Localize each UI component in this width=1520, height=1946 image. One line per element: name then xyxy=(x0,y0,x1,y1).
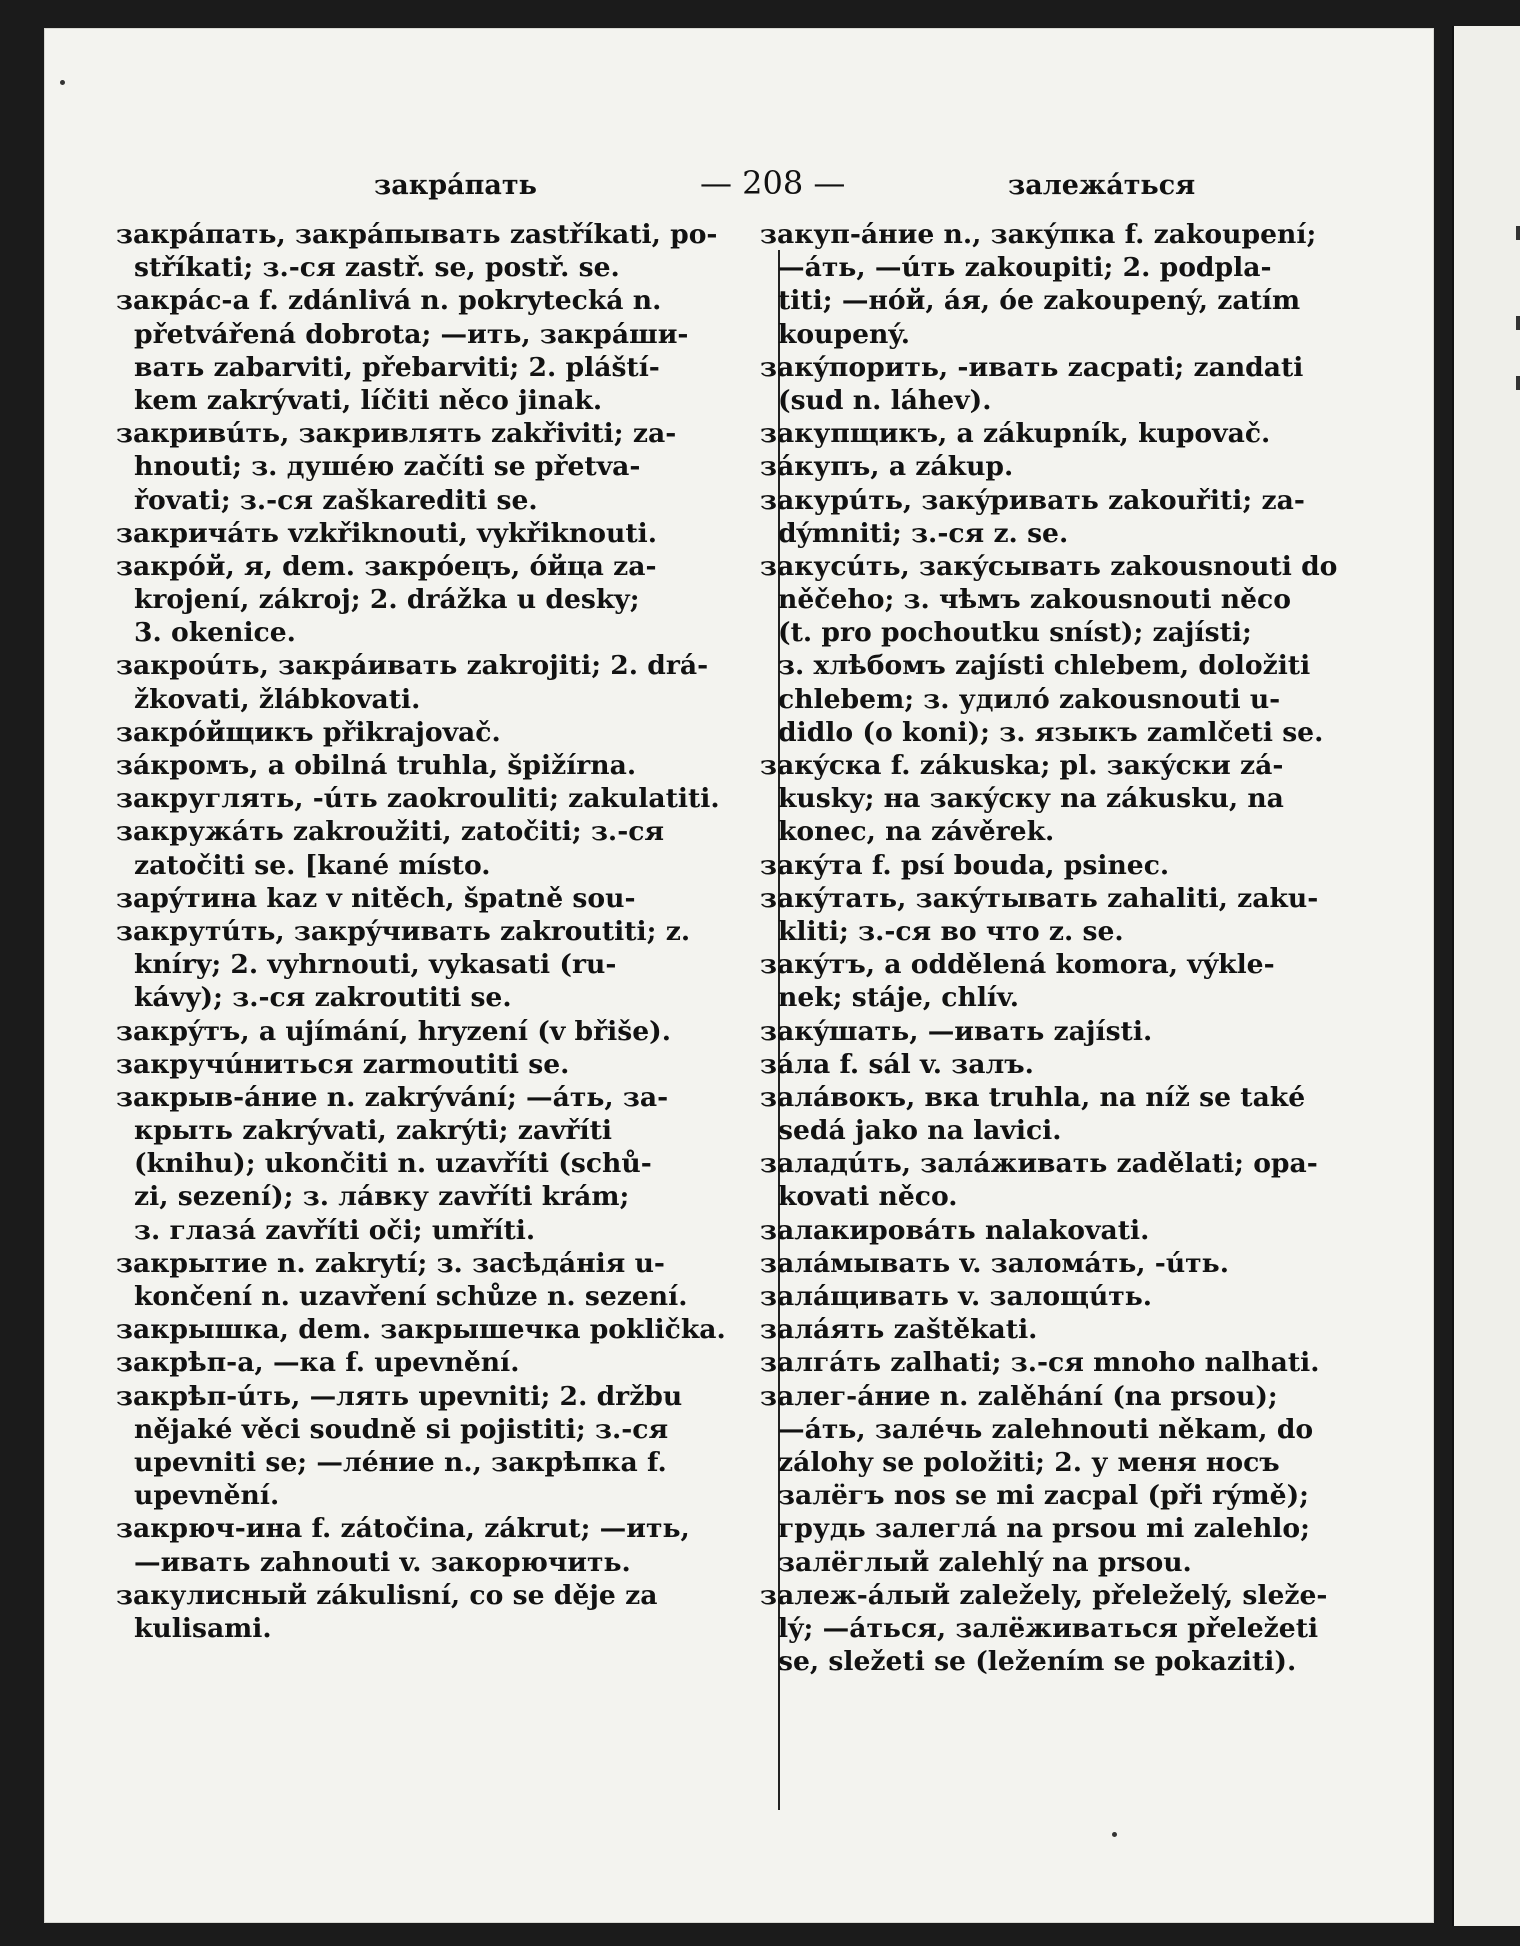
dictionary-line: upevnění. xyxy=(134,1480,280,1512)
dictionary-line: залег-áние n. zalěhání (na prsou); xyxy=(760,1380,1278,1412)
dictionary-line: dýmniti; з.-ся z. se. xyxy=(778,517,1069,549)
dictionary-line: закричáть vzkřiknouti, vykřiknouti. xyxy=(116,517,657,549)
right-column xyxy=(760,218,1400,1678)
dictionary-line: se, sležeti se (ležením se pokaziti). xyxy=(778,1646,1297,1678)
dictionary-line: залёглый zalehlý na prsou. xyxy=(778,1546,1192,1578)
dictionary-line: 3. okenice. xyxy=(134,617,296,649)
page-number: — 208 — xyxy=(700,164,846,202)
dictionary-line: заладúть, залáживать zadělati; opa- xyxy=(760,1148,1318,1180)
dictionary-line: залёгъ nos se mi zacpal (při rýmě); xyxy=(778,1480,1309,1512)
dictionary-line: крыть zakrývati, zakrýti; zavříti xyxy=(134,1115,613,1147)
adjacent-page-mark xyxy=(1516,376,1520,390)
header-left-guide-word: закрáпать xyxy=(374,170,537,201)
dictionary-line: закрытие n. zakrytí; з. засѣдáнія u- xyxy=(116,1247,665,1279)
dictionary-line: залáщивать v. залощúть. xyxy=(760,1281,1153,1312)
dictionary-line: —ивать zahnouti v. закорючить. xyxy=(134,1546,631,1578)
left-column xyxy=(116,218,756,1645)
dictionary-line: kem zakrývati, líčiti něco jinak. xyxy=(134,384,603,416)
dictionary-line: zatočiti se. [kané místo. xyxy=(134,849,491,881)
dictionary-line: —áть, залéчь zalehnouti někam, do xyxy=(778,1413,1314,1445)
dictionary-line: něčeho; з. чѣмъ zakousnouti něco xyxy=(778,584,1291,616)
dictionary-line: (knihu); ukončiti n. uzavříti (schů- xyxy=(134,1148,652,1180)
dictionary-line: закрáпать, закрáпывать zastříkati, po- xyxy=(116,219,718,250)
dictionary-line: закрутúть, закрýчивать zakroutiti; z. xyxy=(116,915,691,947)
dictionary-line: закýтать, закýтывать zahaliti, zaku- xyxy=(760,882,1319,914)
dictionary-line: zi, sezení); з. лáвку zavříti krám; xyxy=(134,1181,630,1213)
dictionary-line: закýтъ, a oddělená komora, výkle- xyxy=(760,949,1275,981)
dictionary-line: закрюч-ина f. zátočina, zákrut; —ить, xyxy=(116,1513,690,1545)
dictionary-line: закýшать, —ивать zajísti. xyxy=(760,1015,1153,1047)
dictionary-line: nějaké věci soudně si pojistiti; з.-ся xyxy=(134,1413,669,1445)
dictionary-line: kovati něco. xyxy=(778,1181,958,1213)
dictionary-line: stříkati; з.-ся zastř. se, postř. se. xyxy=(134,252,620,284)
dictionary-line: žkovati, žlábkovati. xyxy=(134,683,421,715)
dictionary-line: zálohy se položiti; 2. у меня носъ xyxy=(778,1446,1280,1478)
dictionary-line: зáла f. sál v. залъ. xyxy=(760,1048,1034,1080)
dictionary-line: закурúть, закýривать zakouřiti; za- xyxy=(760,484,1305,516)
dictionary-line: končení n. uzavření schůze n. sezení. xyxy=(134,1281,688,1312)
dictionary-line: kliti; з.-ся во что z. se. xyxy=(778,915,1124,947)
dictionary-line: kníry; 2. vyhrnouti, vykasati (ru- xyxy=(134,949,617,981)
dictionary-line: закýта f. psí bouda, psinec. xyxy=(760,849,1170,881)
adjacent-page-mark xyxy=(1516,316,1520,330)
dictionary-line: закруглять, -úть zaokrouliti; zakulatiti. xyxy=(116,783,720,815)
dictionary-line: залакировáть nalakovati. xyxy=(760,1214,1150,1246)
dictionary-line: залеж-áлый zaležely, přeleželý, sleže- xyxy=(760,1579,1328,1611)
dictionary-line: řovati; з.-ся zaškarediti se. xyxy=(134,484,538,516)
dictionary-line: з. глазá zavříti oči; umříti. xyxy=(134,1214,536,1246)
adjacent-page-mark xyxy=(1516,226,1520,240)
dictionary-line: закуп-áние n., закýпка f. zakoupení; xyxy=(760,219,1317,250)
dictionary-line: konec, na závěrek. xyxy=(778,816,1055,848)
dictionary-line: залáять zaštěkati. xyxy=(760,1314,1038,1346)
dictionary-line: закрáс-а f. zdánlivá n. pokrytecká n. xyxy=(116,285,662,317)
dictionary-line: chlebem; з. удилó zakousnouti u- xyxy=(778,683,1281,715)
dictionary-line: закулисный zákulisní, co se děje za xyxy=(116,1579,658,1611)
dictionary-line: krojení, zákroj; 2. drážka u desky; xyxy=(134,584,640,616)
dictionary-line: закýпорить, -ивать zacpati; zandati xyxy=(760,351,1304,383)
dictionary-line: зáкупъ, a zákup. xyxy=(760,451,1014,483)
dictionary-line: залáвокъ, вка truhla, na níž se také xyxy=(760,1081,1306,1113)
dictionary-line: (sud n. láhev). xyxy=(778,384,992,416)
dictionary-line: закупщикъ, a zákupník, kupovač. xyxy=(760,418,1271,450)
scan-speck xyxy=(60,80,65,85)
dictionary-line: закружáть zakroužiti, zatočiti; з.-ся xyxy=(116,816,665,848)
dictionary-line: didlo (o koni); з. языкъ zamlčeti se. xyxy=(778,716,1324,748)
dictionary-line: закрóй, я, dem. закрóецъ, óйца za- xyxy=(116,550,657,582)
header-right-guide-word: залежáться xyxy=(1008,170,1196,201)
dictionary-line: přetvářená dobrota; —ить, закрáши- xyxy=(134,318,689,350)
dictionary-line: зáкромъ, a obilná truhla, špižírna. xyxy=(116,750,637,781)
dictionary-line: закрѣп-а, —ка f. upevnění. xyxy=(116,1347,520,1379)
dictionary-line: закрóйщикъ přikrajovač. xyxy=(116,716,501,748)
dictionary-line: titi; —нóй, áя, óе zakoupený, zatím xyxy=(778,285,1301,317)
dictionary-line: закривúть, закривлять zakřiviti; za- xyxy=(116,418,677,450)
dictionary-line: закроúть, закрáивать zakrojiti; 2. drá- xyxy=(116,650,709,682)
dictionary-line: залáмывать v. заломáть, -úть. xyxy=(760,1247,1229,1279)
dictionary-line: upevniti se; —лéние n., закрѣпка f. xyxy=(134,1446,667,1478)
dictionary-line: закýска f. zákuska; pl. закýски zá- xyxy=(760,750,1284,781)
dictionary-line: —áть, —úть zakoupiti; 2. podpla- xyxy=(778,252,1272,284)
dictionary-line: kulisami. xyxy=(134,1612,272,1644)
dictionary-line: koupený. xyxy=(778,318,911,350)
dictionary-line: вать zabarviti, přebarviti; 2. pláští- xyxy=(134,351,660,383)
dictionary-line: закусúть, закýсывать zakousnouti do xyxy=(760,550,1338,582)
dictionary-line: з. хлѣбомъ zajísti chlebem, doložiti xyxy=(778,650,1311,682)
dictionary-line: закручúниться zarmoutiti se. xyxy=(116,1048,570,1080)
dictionary-line: nek; stáje, chlív. xyxy=(778,982,1020,1014)
dictionary-line: kávy); з.-ся zakroutiti se. xyxy=(134,982,512,1014)
dictionary-line: грудь залеглá na prsou mi zalehlo; xyxy=(778,1513,1310,1545)
adjacent-page-strip xyxy=(1452,26,1520,1926)
dictionary-line: sedá jako na lavici. xyxy=(778,1115,1062,1147)
dictionary-line: закрýтъ, a ujímání, hryzení (v břiše). xyxy=(116,1015,671,1047)
dictionary-line: (t. pro pochoutku sníst); zajísti; xyxy=(778,617,1252,649)
dictionary-line: закрыв-áние n. zakrývání; —áть, за- xyxy=(116,1081,669,1113)
dictionary-line: зарýтина kaz v nitěch, špatně sou- xyxy=(116,882,636,914)
dictionary-line: hnouti; з. душéю začíti se přetva- xyxy=(134,451,641,483)
scan-speck xyxy=(1112,1832,1117,1837)
dictionary-line: закрѣп-úть, —лять upevniti; 2. držbu xyxy=(116,1380,683,1412)
dictionary-line: lý; —áться, залёживаться přeležeti xyxy=(778,1612,1319,1644)
dictionary-line: залгáть zalhati; з.-ся mnoho nalhati. xyxy=(760,1347,1320,1379)
dictionary-line: kusky; на закýску na zákusku, na xyxy=(778,783,1284,815)
dictionary-line: закрышка, dem. закрышечка poklička. xyxy=(116,1314,726,1346)
